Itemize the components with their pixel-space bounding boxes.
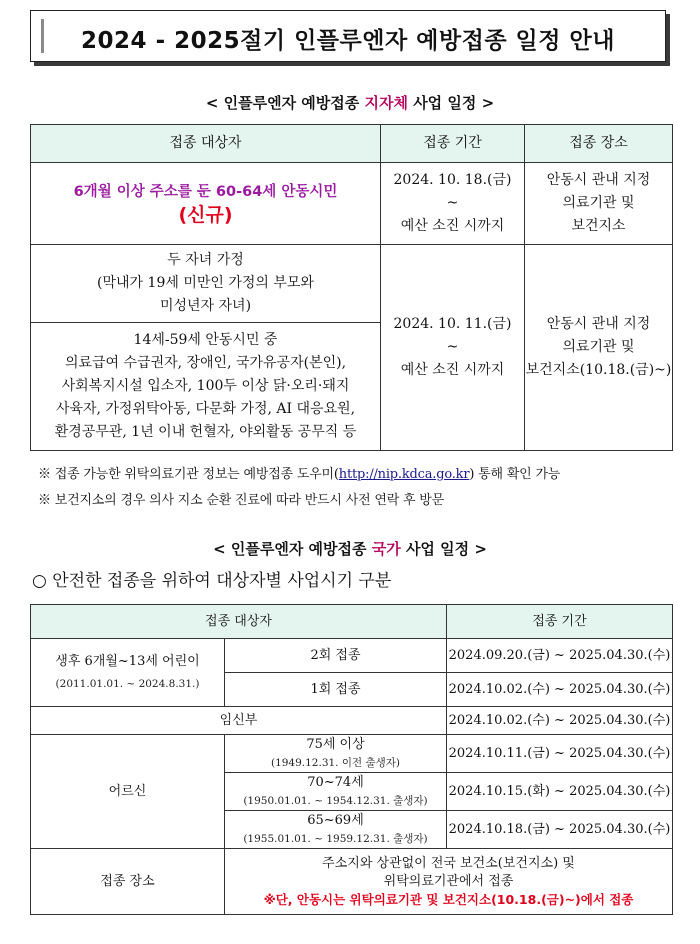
row1-period-tilde: ~: [446, 195, 459, 211]
children-range: (2011.01.01. ~ 2024.8.31.): [55, 677, 200, 690]
elderly-group-2-period: 2024.10.15.(화) ~ 2025.04.30.(수): [447, 773, 673, 811]
elderly-group-3-range: (1955.01.01. ~ 1959.12.31. 출생자): [243, 832, 428, 845]
note-1-suffix: ) 통해 확인 가능: [469, 467, 561, 482]
heading-highlight: 지자체: [364, 94, 408, 112]
new-badge: (신규): [178, 203, 233, 226]
heading-prefix: < 인플루엔자 예방접종: [205, 94, 365, 112]
pregnant-period: 2024.10.02.(수) ~ 2025.04.30.(수): [447, 707, 673, 735]
children-target: [31, 639, 225, 707]
heading-suffix: 사업 일정 >: [400, 540, 487, 558]
row1-period-date: 2024. 10. 18.(금): [393, 172, 512, 188]
elderly-target: 어르신: [31, 735, 225, 849]
heading-suffix: 사업 일정 >: [407, 94, 495, 112]
row3-target-line: 14세-59세 안동시민 중: [133, 332, 278, 348]
children-dose1-period: 2024.10.02.(수) ~ 2025.04.30.(수): [447, 673, 673, 707]
heading-prefix: < 인플루엔자 예방접종: [213, 540, 372, 558]
row1-place: [525, 163, 673, 245]
elderly-group-2-range: (1950.01.01. ~ 1954.12.31. 출생자): [243, 794, 428, 807]
place-content: [225, 849, 673, 915]
row3-target-line: 의료급여 수급권자, 장애인, 국가유공자(본인),: [64, 355, 347, 371]
row2-target-line: (막내가 19세 미만인 가정의 부모와: [97, 275, 314, 291]
elderly-group-1-range: (1949.12.31. 이전 출생자): [270, 756, 401, 769]
national-schedule-table: [30, 604, 673, 915]
elderly-group-1: [225, 735, 447, 773]
note-2: ※ 보건지소의 경우 의사 지소 순환 진료에 따라 반드시 사전 연락 후 방문: [38, 493, 445, 508]
row3-target: [31, 323, 381, 451]
local-schedule-table: [30, 124, 673, 451]
title-box: [30, 10, 666, 62]
note-1: [38, 463, 560, 482]
elderly-group-2-label: 70~74세: [307, 774, 364, 790]
row2-place-line: 보건지소(10.18.(금)~): [525, 362, 672, 378]
row1-period: [381, 163, 525, 245]
note-1-prefix: ※ 접종 가능한 위탁의료기관 정보는 예방접종 도우미(: [38, 467, 339, 482]
local-section-heading: [0, 92, 700, 113]
row3-target-line: 환경공무관, 1년 이내 헌혈자, 야외활동 공무직 등: [54, 424, 357, 440]
row3-target-line: 사회복지시설 입소자, 100두 이상 닭·오리·돼지: [61, 378, 350, 394]
row2-target: [31, 245, 381, 323]
row2-period: [381, 245, 525, 451]
row2-place-line: 안동시 관내 지정: [546, 316, 651, 332]
row2-target-line: 두 자녀 가정: [167, 252, 244, 268]
elderly-group-3-period: 2024.10.18.(금) ~ 2025.04.30.(수): [447, 811, 673, 849]
children-label: 생후 6개월~13세 어린이: [55, 653, 200, 669]
row2-place-line: 의료기관 및: [562, 339, 635, 355]
elderly-group-3: [225, 811, 447, 849]
row2-target-line: 미성년자 자녀): [159, 298, 252, 314]
header-place: 접종 장소: [525, 125, 673, 163]
national-intro: ○ 안전한 접종을 위하여 대상자별 사업시기 구분: [32, 571, 392, 591]
header-period: 접종 기간: [447, 605, 673, 639]
header-target: 접종 대상자: [31, 605, 447, 639]
national-section-heading: [0, 538, 700, 559]
header-target: 접종 대상자: [31, 125, 381, 163]
header-period: 접종 기간: [381, 125, 525, 163]
children-dose1: 1회 접종: [225, 673, 447, 707]
row2-period-end: 예산 소진 시까지: [400, 362, 505, 378]
row2-period-date: 2024. 10. 11.(금): [393, 316, 512, 332]
place-line-2: 위탁의료기관에서 접종: [383, 873, 514, 889]
place-label: 접종 장소: [31, 849, 225, 915]
place-note: ※단, 안동시는 위탁의료기관 및 보건지소(10.18.(금)~)에서 접종: [263, 891, 634, 907]
elderly-group-2: [225, 773, 447, 811]
place-line-1: 주소지와 상관없이 전국 보건소(보건지소) 및: [322, 855, 575, 871]
nip-link[interactable]: http://nip.kdca.go.kr: [338, 467, 470, 482]
heading-highlight: 국가: [371, 540, 401, 558]
row1-place-line: 안동시 관내 지정: [546, 172, 651, 188]
row2-place: [525, 245, 673, 451]
elderly-group-1-period: 2024.10.11.(금) ~ 2025.04.30.(수): [447, 735, 673, 773]
row1-target-text: 6개월 이상 주소를 둔 60-64세 안동시민: [73, 183, 338, 200]
row1-period-end: 예산 소진 시까지: [400, 218, 505, 234]
pregnant-target: 임신부: [31, 707, 447, 735]
elderly-group-3-label: 65~69세: [307, 812, 364, 828]
page-title: 2024 - 2025절기 인플루엔자 예방접종 일정 안내: [81, 28, 615, 54]
row2-period-tilde: ~: [446, 339, 459, 355]
children-dose2: 2회 접종: [225, 639, 447, 673]
row1-place-line: 보건지소: [571, 218, 626, 234]
row1-target: [31, 163, 381, 245]
elderly-group-1-label: 75세 이상: [306, 736, 365, 752]
row1-place-line: 의료기관 및: [562, 195, 635, 211]
row3-target-line: 사육자, 가정위탁아동, 다문화 가정, AI 대응요원,: [55, 401, 356, 417]
children-dose2-period: 2024.09.20.(금) ~ 2025.04.30.(수): [447, 639, 673, 673]
